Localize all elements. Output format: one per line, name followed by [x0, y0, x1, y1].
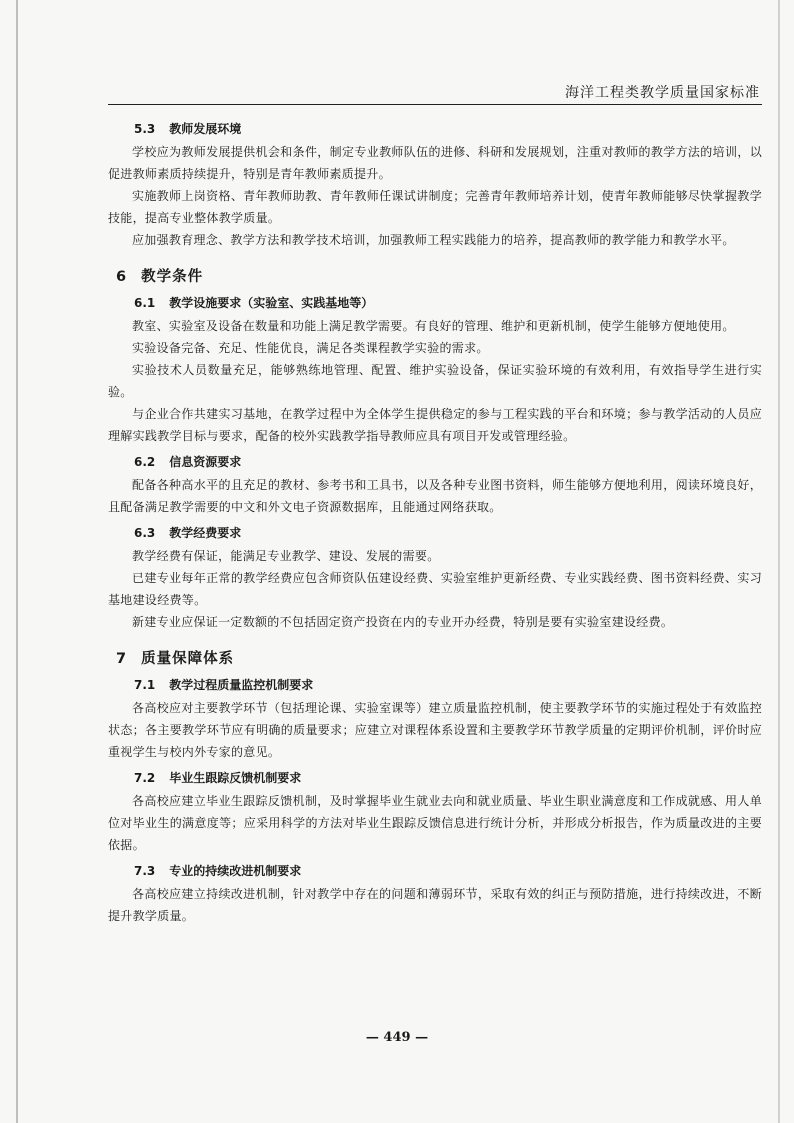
subsection-heading-5-3: 5.3 教师发展环境	[134, 122, 242, 136]
header-rule	[108, 104, 762, 105]
subsection-heading-7-1: 7.1 教学过程质量监控机制要求	[134, 678, 314, 692]
subsection-heading-6-3: 6.3 教学经费要求	[134, 526, 242, 540]
paragraph: 配备各种高水平的且充足的教材、参考书和工具书，以及各种专业图书资料，师生能够方便地利用，阅读环境良好，且配备满足教学需要的中文和外文电子资源数据库，且能通过网络获取。	[108, 478, 762, 514]
paragraph: 学校应为教师发展提供机会和条件，制定专业教师队伍的进修、科研和发展规划，注重对教师的教学方法的培训，以促进教师素质持续提升，特别是青年教师素质提升。	[108, 145, 762, 181]
paragraph: 各高校应建立毕业生跟踪反馈机制，及时掌握毕业生就业去向和就业质量、毕业生职业满意度和工作成就感、用人单位对毕业生的满意度等；应采用科学的方法对毕业生跟踪反馈信息进行统计分析，并形成分析报告，作为质量改进的主要依据。	[108, 794, 762, 852]
paragraph: 与企业合作共建实习基地，在教学过程中为全体学生提供稳定的参与工程实践的平台和环境；参与教学活动的人员应理解实践教学目标与要求，配备的校外实践教学指导教师应具有项目开发或管理经验。	[108, 407, 762, 443]
paragraph: 实验技术人员数量充足，能够熟练地管理、配置、维护实验设备，保证实验环境的有效利用，有效指导学生进行实验。	[108, 363, 762, 399]
paragraph: 新建专业应保证一定数额的不包括固定资产投资在内的专业开办经费，特别是要有实验室建设经费。	[132, 615, 674, 629]
page-edge	[778, 0, 780, 1123]
page-body	[108, 114, 762, 927]
page-number: — 449 —	[365, 1030, 429, 1045]
section-heading-6: 6 教学条件	[116, 269, 204, 285]
subsection-heading-6-2: 6.2 信息资源要求	[134, 455, 242, 469]
binding-edge	[16, 0, 18, 1123]
paragraph: 已建专业每年正常的教学经费应包含师资队伍建设经费、实验室维护更新经费、专业实践经费、图书资料经费、实习基地建设经费等。	[108, 571, 762, 607]
paragraph: 应加强教育理念、教学方法和教学技术培训，加强教师工程实践能力的培养，提高教师的教学能力和教学水平。	[132, 233, 735, 247]
paragraph: 各高校应对主要教学环节（包括理论课、实验室课等）建立质量监控机制，使主要教学环节的实施过程处于有效监控状态；各主要教学环节应有明确的质量要求；应建立对课程体系设置和主要教学环节教学质量的定期评价机制，评价时应重视学生与校内外专家的意见。	[108, 701, 762, 759]
subsection-heading-7-2: 7.2 毕业生跟踪反馈机制要求	[134, 771, 302, 785]
paragraph: 教室、实验室及设备在数量和功能上满足教学需要。有良好的管理、维护和更新机制，使学生能够方便地使用。	[132, 319, 735, 333]
paragraph: 实施教师上岗资格、青年教师助教、青年教师任课试讲制度；完善青年教师培养计划，使青年教师能够尽快掌握教学技能，提高专业整体教学质量。	[108, 189, 762, 225]
subsection-heading-7-3: 7.3 专业的持续改进机制要求	[134, 864, 302, 878]
paragraph: 实验设备完备、充足、性能优良，满足各类课程教学实验的需求。	[132, 341, 489, 355]
section-heading-7: 7 质量保障体系	[116, 651, 235, 667]
paragraph: 各高校应建立持续改进机制，针对教学中存在的问题和薄弱环节，采取有效的纠正与预防措施，进行持续改进，不断提升教学质量。	[108, 887, 762, 923]
running-header: 海洋工程类教学质量国家标准	[565, 85, 760, 101]
paragraph: 教学经费有保证，能满足专业教学、建设、发展的需要。	[132, 549, 440, 563]
subsection-heading-6-1: 6.1 教学设施要求（实验室、实践基地等）	[134, 296, 374, 310]
